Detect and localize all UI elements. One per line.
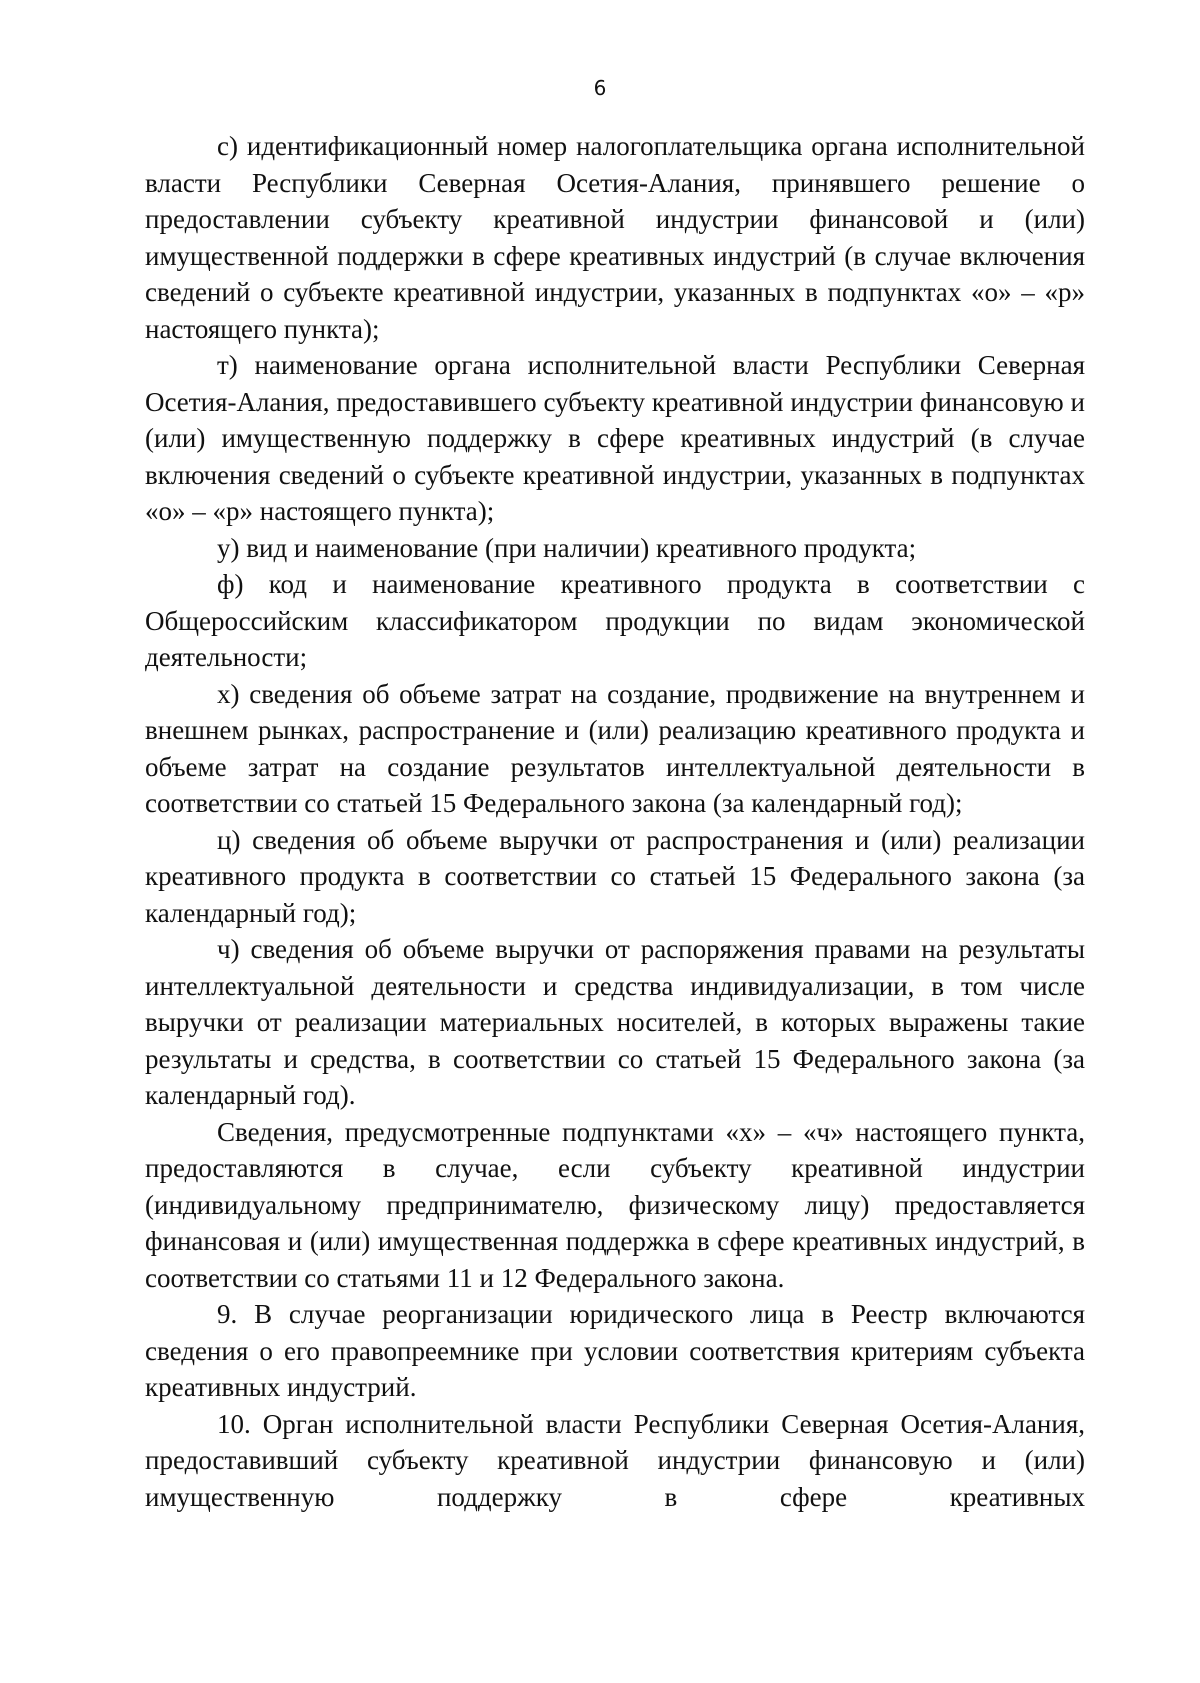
paragraph-item-10: 10. Орган исполнительной власти Республики Северная Осетия-Алания, предоставивший субъекту креативной индустрии финансовую и (или) имущественную поддержку в сфере креативных [145,1408,1085,1512]
paragraph-s: с) идентификационный номер налогоплательщика органа исполнительной власти Республики Северная Осетия-Алания, принявшего решение о предоставлении субъекту креативной индустрии финансовой и (или) имущественной поддержки в сфере креативных индустрий (в случае включения сведений о субъекте креативной индустрии, указанных в подпунктах «о» – «р» настоящего пункта); [145,131,1085,344]
page-number: 6 [593,76,607,100]
paragraph-ch: ч) сведения об объеме выручки от распоряжения правами на результаты интеллектуальной деятельности и средства индивидуализации, в том числе выручки от реализации материальных носителей, в которых выражены такие результаты и средства, в соответствии со статьей 15 Федерального закона (за календарный год). [145,934,1085,1110]
paragraph-u: у) вид и наименование (при наличии) креативного продукта; [217,532,917,563]
paragraph-f: ф) код и наименование креативного продукта в соответствии с Общероссийским классификатором продукции по видам экономической деятельности; [145,569,1085,672]
paragraph-svedeniya: Сведения, предусмотренные подпунктами «х» – «ч» настоящего пункта, предоставляются в случае, если субъекту креативной индустрии (индивидуальному предпринимателю, физическому лицу) предоставляется финансовая и (или) имущественная поддержка в сфере креативных индустрий, в соответствии со статьями 11 и 12 Федерального закона. [145,1116,1085,1293]
document-body [145,128,1085,1515]
paragraph-ts: ц) сведения об объеме выручки от распространения и (или) реализации креативного продукта в соответствии со статьей 15 Федерального закона (за календарный год); [145,824,1085,928]
paragraph-kh: х) сведения об объеме затрат на создание, продвижение на внутреннем и внешнем рынках, распространение и (или) реализацию креативного продукта и объеме затрат на создание результатов интеллектуальной деятельности в соответствии со статьей 15 Федерального закона (за календарный год); [145,678,1085,818]
paragraph-t: т) наименование органа исполнительной власти Республики Северная Осетия-Алания, предоставившего субъекту креативной индустрии финансовую и (или) имущественную поддержку в сфере креативных индустрий (в случае включения сведений о субъекте креативной индустрии, указанных в подпунктах «о» – «р» настоящего пункта); [145,350,1085,526]
paragraph-item-9: 9. В случае реорганизации юридического лица в Реестр включаются сведения о его правопреемнике при условии соответствия критериям субъекта креативных индустрий. [145,1299,1085,1402]
